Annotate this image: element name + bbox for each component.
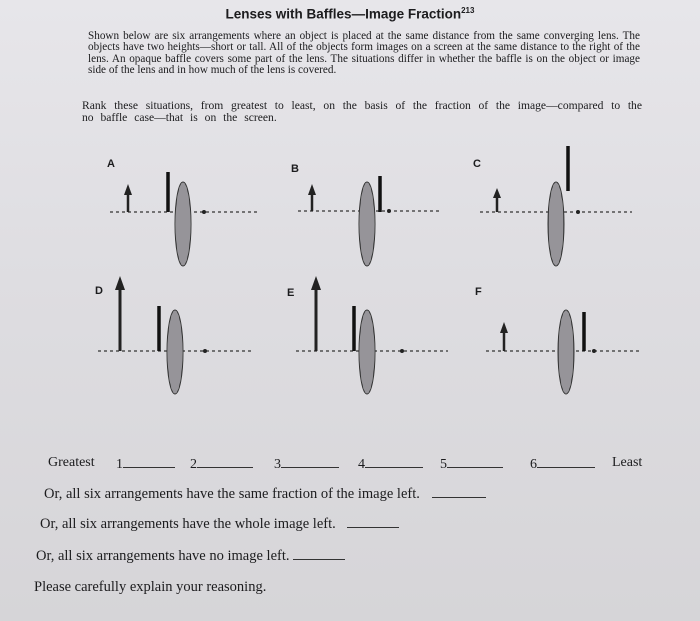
arrangement-label-a: A xyxy=(107,158,115,170)
focal-point xyxy=(202,210,206,214)
greatest-label: Greatest xyxy=(48,455,95,470)
alternative-no-image xyxy=(36,547,345,565)
alternative-whole-image-blank[interactable] xyxy=(347,515,399,528)
focal-point xyxy=(592,349,596,353)
alternative-no-image-blank[interactable] xyxy=(293,547,345,560)
rank-3-number: 3 xyxy=(274,457,281,472)
rank-1-blank[interactable] xyxy=(123,455,175,468)
arrangement-d xyxy=(98,276,252,394)
ranking-prompt: Rank these situations, from greatest to least, on the basis of the fraction of the image—compared to the no baffle case—that is on the screen. xyxy=(82,99,642,124)
lens xyxy=(175,182,191,266)
rank-1 xyxy=(116,455,175,473)
arrangement-a xyxy=(110,172,258,266)
rank-5-number: 5 xyxy=(440,457,447,472)
least-label: Least xyxy=(612,455,643,470)
arrangement-e xyxy=(296,276,448,394)
alternative-same-fraction-blank[interactable] xyxy=(432,485,486,498)
focal-point xyxy=(203,349,207,353)
object-arrowhead xyxy=(115,276,125,290)
object-arrowhead xyxy=(500,322,508,333)
rank-4-blank[interactable] xyxy=(365,455,423,468)
rank-1-number: 1 xyxy=(116,457,123,472)
title-number: 213 xyxy=(461,6,475,15)
rank-2-blank[interactable] xyxy=(197,455,253,468)
focal-point xyxy=(576,210,580,214)
arrangement-b xyxy=(298,176,440,266)
arrangement-label-e: E xyxy=(287,287,295,299)
rank-2-number: 2 xyxy=(190,457,197,472)
rank-4-number: 4 xyxy=(358,457,365,472)
rank-3-blank[interactable] xyxy=(281,455,339,468)
rank-6-blank[interactable] xyxy=(537,455,595,468)
lens xyxy=(359,182,375,266)
arrangement-f xyxy=(486,310,640,394)
rank-6 xyxy=(530,455,595,473)
arrangement-label-b: B xyxy=(291,163,299,175)
alternative-no-image-text: Or, all six arrangements have no image left. xyxy=(36,548,290,564)
alternative-same-fraction xyxy=(44,485,486,503)
lens xyxy=(167,310,183,394)
arrangement-c xyxy=(480,146,632,266)
rank-3 xyxy=(274,455,339,473)
focal-point xyxy=(400,349,404,353)
intro-paragraph: Shown below are six arrangements where an object is placed at the same distance from the same converging lens. The objects have two heights—short or tall. All of the objects form images on a screen at the same distance to the right of the lens. An opaque baffle covers some part of the lens. The situations differ in whether the baffle is on the object or image side of the lens and in how much of the lens is covered. xyxy=(88,30,640,77)
rank-4 xyxy=(358,455,423,473)
rank-2 xyxy=(190,455,253,473)
alternative-whole-image-text: Or, all six arrangements have the whole image left. xyxy=(40,516,336,532)
rank-6-number: 6 xyxy=(530,457,537,472)
object-arrowhead xyxy=(308,184,316,195)
arrangement-label-c: C xyxy=(473,158,481,170)
object-arrowhead xyxy=(493,188,501,198)
alternative-whole-image xyxy=(40,515,399,533)
lens xyxy=(548,182,564,266)
rank-5 xyxy=(440,455,503,473)
arrangement-label-f: F xyxy=(475,286,482,298)
arrangement-label-d: D xyxy=(95,285,103,297)
alternative-same-fraction-text: Or, all six arrangements have the same fraction of the image left. xyxy=(44,486,420,502)
explain-prompt: Please carefully explain your reasoning. xyxy=(34,579,267,595)
object-arrowhead xyxy=(311,276,321,290)
lens xyxy=(359,310,375,394)
focal-point xyxy=(387,209,391,213)
object-arrowhead xyxy=(124,184,132,195)
title-text: Lenses with Baffles—Image Fraction xyxy=(225,6,462,22)
rank-5-blank[interactable] xyxy=(447,455,503,468)
lens xyxy=(558,310,574,394)
